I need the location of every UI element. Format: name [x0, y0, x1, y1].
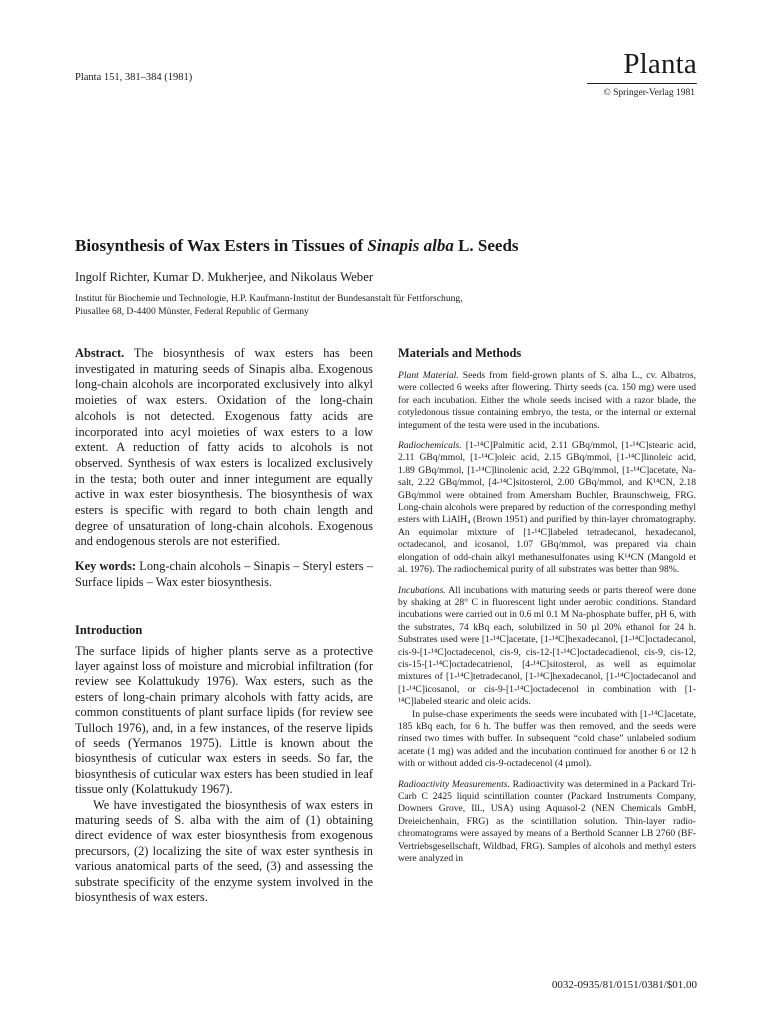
article-title: [75, 236, 519, 256]
title-prefix: Biosynthesis of Wax Esters in Tissues of: [75, 236, 368, 255]
abstract-label: Abstract.: [75, 346, 125, 360]
right-column: [398, 346, 696, 873]
keywords: [75, 559, 373, 590]
abstract: [75, 346, 373, 550]
incubations-paragraph: [398, 585, 696, 709]
affiliation-line-1: Institut für Biochemie und Technologie, H.P. Kaufmann-Institut der Bundesanstalt für Fettforschung,: [75, 293, 463, 304]
plant-material-label: Plant Material.: [398, 370, 459, 381]
journal-name-rule: [587, 83, 697, 84]
article-code: 0032-0935/81/0151/0381/$01.00: [551, 979, 697, 991]
radioactivity-paragraph: [398, 779, 696, 866]
plant-material-paragraph: [398, 370, 696, 432]
introduction-paragraph-1: The surface lipids of higher plants serve as a protective layer against loss of moisture and microbial infiltration (for review see Kolattukudy 1976). Wax esters, such as the esters of long-chain primary alcohols with fatty acids, are common constituents of plant surface lipids (for review see Tulloch 1976), and, in a few instances, of the reserve lipids of seeds (Yermanos 1975). Little is known about the biosynthesis of cuticular wax esters in seeds. So far, the biosynthesis of cuticular wax esters has been studied in leaf tissue only (Kolattukudy 1967).: [75, 643, 373, 797]
title-suffix: L. Seeds: [453, 236, 519, 255]
affiliation-line-2: Piusallee 68, D-4400 Münster, Federal Republic of Germany: [75, 306, 309, 317]
author-list: Ingolf Richter, Kumar D. Mukherjee, and Nikolaus Weber: [75, 270, 374, 284]
radiochemicals-text: [1-¹⁴C]Palmitic acid, 2.11 GBq/mmol, [1-¹⁴C]stearic acid, 2.11 GBq/mmol, [1-¹⁴C]oleic acid, 2.15 GBq/mmol, [1-¹⁴C]linoleic acid, 1.89 GBq/mmol, [1-¹⁴C]linolenic acid, 2.22 GBq/mmol, [1-¹⁴C]acetate, Na-salt, 2.22 GBq/mmol, [4-¹⁴C]sitosterol, 2.00 GBq/mmol, and K¹⁴CN, 2.18 GBq/mmol were obtained from Amersham Buchler, Braunschweig, FRG. Long-chain alcohols were prepared by reduction of the corresponding methyl esters with LiAlH₄ (Brown 1951) and purified by thin-layer chromatography. An equimolar mixture of [1-¹⁴C]labeled tetradecanol, hexadecanol, octadecanol, and icosanol, 1.07 GBq/mmol, was prepared via chain elongation of odd-chain alkyl methanesulfonates using K¹⁴CN (Mangold et al. 1976). The radiochemical purity of all substrates was better than 98%.: [398, 440, 696, 576]
keywords-label: Key words:: [75, 559, 137, 574]
radiochemicals-label: Radiochemicals.: [398, 440, 462, 452]
introduction-heading: Introduction: [75, 622, 143, 637]
copyright-notice: © Springer-Verlag 1981: [603, 88, 695, 98]
title-species: Sinapis alba: [367, 236, 454, 255]
radiochemicals-paragraph: [398, 440, 696, 576]
incubations-label: Incubations.: [398, 584, 446, 596]
introduction-paragraph-2: We have investigated the biosynthesis of wax esters in maturing seeds of S. alba with the aim of (1) obtaining direct evidence of wax ester biosynthesis from exogenous precursors, (2) localizing the site of wax ester synthesis in various anatomical parts of the seed, (3) and assessing the substrate specificity of the enzyme system involved in the biosynthesis of wax esters.: [75, 797, 373, 905]
methods-heading: Materials and Methods: [398, 346, 522, 360]
keywords-text: Long-chain alcohols – Sinapis – Steryl esters – Surface lipids – Wax ester biosynthesis.: [75, 559, 373, 589]
radioactivity-text: Radioactivity was determined in a Packard Tri-Carb C 2425 liquid scintillation counter (Packard Instruments Company, Downers Grove, Ill., USA) using Aquasol-2 (NEN Chemicals GmbH, Dreieichenhain, FRG) as the scintillation solution. Thin-layer radio-chromatograms were assayed by means of a Berthold Scanner LB 2760 (BF-Vertriebsgesellschaft, Wildbad, FRG). Samples of alcohols and methyl esters were analyzed in: [398, 778, 696, 865]
plant-material-text: Seeds from field-grown plants of S. alba L., cv. Albatros, were collected 6 weeks after flowering. Thirty seeds (ca. 150 mg) were used for each incubation. Either the whole seeds incised with a razor blade, the cotyledonous tissue containing embryo, the testa, or the internal or external integument of the testa were used in the incubations.: [398, 370, 696, 431]
pulse-chase-paragraph: In pulse-chase experiments the seeds were incubated with [1-¹⁴C]acetate, 185 kBq each, for 6 h. The buffer was then removed, and the seeds were rinsed two times with buffer. In subsequent “cold chase” unlabeled sodium acetate (1 mg) was added and the incubation continued for another 6 or 12 h with or without added cis-9-octadecenol (4 µmol).: [398, 708, 696, 770]
affiliation: [75, 292, 695, 318]
abstract-text: The biosynthesis of wax esters has been investigated in maturing seeds of Sinapis alba. Exogenous long-chain alcohols are incorporated exclusively into alkyl moieties of wax esters. Oxidation of the long-chain alcohols is not detected. Exogenous fatty acids are incorporated into acyl moieties of wax esters to a low extent. A reduction of fatty acids to alcohols is not observed. Synthesis of wax esters is localized exclusively in the testa; both outer and inner integument are equally active in wax ester biosynthesis. The biosynthesis of wax esters is specific with regard to both chain length and degree of unsaturation of long-chain alcohols. Exogenous and endogenous sterols are not esterified.: [75, 346, 374, 549]
radioactivity-label: Radioactivity Measurements.: [398, 778, 510, 790]
incubations-text: All incubations with maturing seeds or parts thereof were done by shaking at 28° C in fluorescent light under aerobic conditions. Standard incubations were carried out in 0.6 ml 0.1 M Na-phosphate buffer, pH 6, with the substrates, 74 kBq each, solubilized in 50 µl 20% ethanol for 24 h. Substrates used were [1-¹⁴C]acetate, [1-¹⁴C]hexadecanol, [1-¹⁴C]octadecanol, cis-9-[1-¹⁴C]octadecenol, cis-9, cis-12-[1-¹⁴C]octadecadienol, cis-9, cis-12, cis-15-[1-¹⁴C]octadecatrienol, [4-¹⁴C]sitosterol, as well as equimolar mixtures of [1-¹⁴C]tetradecanol, [1-¹⁴C]hexadecanol, [1-¹⁴C]octadecanol and [1-¹⁴C]icosanol, or cis-9-[1-¹⁴C]octadecenol in combination with [1-¹⁴C]labeled stearic and oleic acids.: [398, 584, 696, 708]
journal-reference: Planta 151, 381–384 (1981): [75, 72, 193, 83]
journal-name: Planta: [623, 48, 697, 80]
left-column: [75, 346, 373, 905]
